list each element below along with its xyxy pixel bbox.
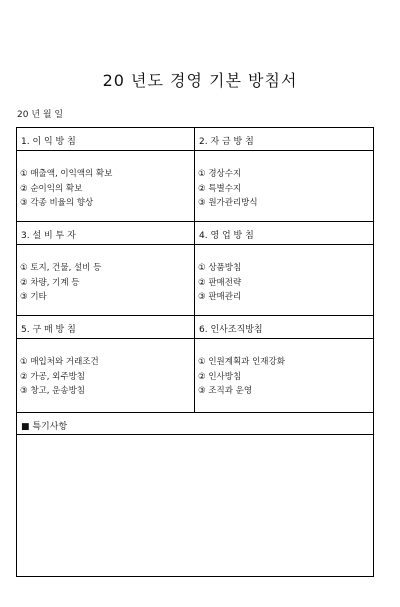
list-item: ③ 창고, 운송방침 — [20, 386, 85, 396]
special-notes-area[interactable] — [17, 435, 373, 577]
list-item: ① 경상수지 — [198, 169, 242, 179]
list-item: ③ 조직과 운영 — [198, 386, 253, 396]
special-notes-header: ■ 특기사항 — [17, 413, 373, 435]
hr-organization-body[interactable] — [195, 339, 373, 412]
section-body-row — [17, 151, 373, 222]
funds-policy-header: 2. 자 금 방 침 — [199, 137, 254, 147]
document-title: 20 년도 경영 기본 방침서 — [102, 71, 298, 90]
equipment-investment-body[interactable] — [17, 245, 195, 315]
section-header-row — [17, 316, 373, 339]
list-item: ② 판매전략 — [198, 277, 242, 288]
purchasing-policy-header: 5. 구 매 방 침 — [17, 316, 195, 338]
list-item: ① 매입처와 거래조건 — [20, 357, 99, 367]
list-item: ① 토지, 건물, 설비 등 — [20, 263, 102, 273]
purchasing-policy-body[interactable] — [17, 339, 195, 412]
section-header-row — [17, 128, 373, 151]
list-item: ③ 기타 — [20, 292, 47, 302]
hr-organization-header: 6. 인사조직방침 — [199, 325, 263, 335]
list-item: ③ 각종 비율의 향상 — [20, 198, 94, 208]
list-item: ① 상품방침 — [198, 263, 242, 273]
list-item: ② 인사방침 — [198, 371, 242, 382]
section-body-row — [17, 339, 373, 413]
list-item: ② 차량, 기계 등 — [20, 277, 80, 288]
list-item: ② 특별수지 — [198, 183, 242, 194]
list-item: ③ 판매관리 — [198, 292, 242, 302]
profit-policy-header: 1. 이 익 방 침 — [17, 128, 195, 150]
section-header-row — [17, 222, 373, 245]
date-line: 20 년 월 일 — [17, 110, 64, 120]
policy-form — [16, 127, 374, 577]
sales-policy-header: 4. 영 업 방 침 — [199, 231, 254, 241]
list-item: ② 순이익의 확보 — [20, 183, 83, 194]
sales-policy-body[interactable] — [195, 245, 373, 315]
section-body-row — [17, 245, 373, 316]
equipment-investment-header: 3. 설 비 투 자 — [17, 222, 195, 244]
list-item: ③ 원가관리방식 — [198, 198, 258, 208]
profit-policy-body[interactable] — [17, 151, 195, 221]
list-item: ② 가공, 외주방침 — [20, 371, 85, 382]
list-item: ① 매출액, 이익액의 확보 — [20, 169, 113, 179]
list-item: ① 인원계획과 인재강화 — [198, 357, 285, 367]
funds-policy-body[interactable] — [195, 151, 373, 221]
